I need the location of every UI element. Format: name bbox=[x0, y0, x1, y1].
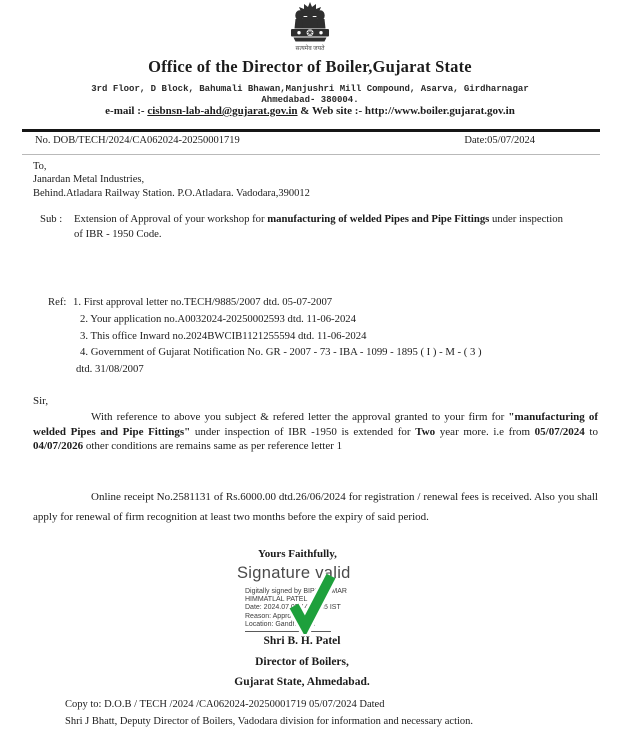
para1-seg: other conditions are remains same as per reference letter 1 bbox=[83, 440, 343, 453]
recipient-salutation: To, bbox=[33, 161, 47, 172]
body-paragraph-2: Online receipt No.2581131 of Rs.6000.00 dtd.26/06/2024 for registration / renewal fees is received. Also you shall apply for renewal of firm recognition at least two months before the expiry of said period. bbox=[33, 491, 598, 523]
closing-salutation: Yours Faithfully, bbox=[258, 548, 337, 560]
para1-seg-bold: "manufacturing of welded Pipes and Pipe Fittings" bbox=[33, 411, 598, 438]
signature-valid-check bbox=[286, 570, 336, 634]
subject-line2: of IBR - 1950 Code. bbox=[74, 227, 162, 240]
para1-seg: to bbox=[584, 425, 598, 438]
references-block bbox=[48, 294, 590, 378]
references-items bbox=[73, 294, 482, 378]
letter-date: Date:05/07/2024 bbox=[464, 135, 535, 146]
recipient-name: Janardan Metal Industries, bbox=[33, 174, 145, 186]
body-salutation: Sir, bbox=[33, 395, 49, 407]
digital-signature-line: HIMMATLAL PATEL bbox=[245, 596, 308, 604]
emblem-motto: सत्यमेव जयते bbox=[295, 46, 325, 52]
para1-seg-bold: Two bbox=[415, 425, 436, 438]
reference-row bbox=[35, 135, 535, 146]
office-address-line1: 3rd Floor, D Block, Bahumali Bhawan,Manjushri Mill Compound, Asarva, Girdharnagar bbox=[91, 84, 529, 94]
email-label: e-mail :- bbox=[105, 105, 148, 117]
signatory-designation: Director of Boilers, bbox=[255, 656, 349, 668]
digital-signature-line: Location: Gandhinagar bbox=[245, 620, 316, 628]
para1-seg-bold: 05/07/2024 bbox=[534, 425, 585, 438]
contact-line bbox=[0, 105, 620, 117]
para1-seg-bold: 04/07/2026 bbox=[33, 440, 84, 453]
para1-seg: under inspection of IBR -1950 is extended for bbox=[190, 425, 416, 438]
header-rule-thick bbox=[22, 129, 600, 132]
digital-signature-line: Date: 2024.07.05 14:54:55 IST bbox=[245, 604, 341, 612]
letter-number: No. DOB/TECH/2024/CA062024-20250001719 bbox=[35, 135, 240, 146]
signatory-organisation: Gujarat State, Ahmedabad. bbox=[234, 676, 370, 688]
reference-item: 4. Government of Gujarat Notification No. GR - 2007 - 73 - IBA - 1099 - 1895 ( I ) - M - ( 3 ) bbox=[80, 346, 482, 359]
header-rule-thin bbox=[22, 154, 600, 155]
digital-signature-line: Reason: Approval bbox=[245, 612, 301, 620]
subject-text-bold: manufacturing of welded Pipes and Pipe Fittings bbox=[267, 213, 490, 225]
ashoka-emblem-icon bbox=[278, 2, 342, 58]
subject-text bbox=[74, 212, 563, 241]
letterhead-emblem bbox=[0, 2, 620, 58]
digital-signature-line: Digitally signed by BIPINKUMAR bbox=[245, 588, 347, 595]
subject-text-before: Extension of Approval of your workshop for bbox=[74, 213, 268, 225]
subject-block bbox=[40, 212, 590, 241]
reference-item: 1. First approval letter no.TECH/9885/2007 dtd. 05-07-2007 bbox=[73, 296, 333, 308]
subject-text-after: under inspection bbox=[489, 213, 563, 225]
office-title: Office of the Director of Boiler,Gujarat State bbox=[148, 57, 472, 76]
references-label: Ref: bbox=[48, 296, 67, 308]
subject-label: Sub : bbox=[40, 213, 63, 225]
copy-to-line1: Copy to: D.O.B / TECH /2024 /CA062024-20250001719 05/07/2024 Dated bbox=[65, 699, 385, 710]
para1-seg: year more. i.e from bbox=[435, 425, 535, 438]
para1-seg: With reference to above you subject & refered letter the approval granted to your firm for bbox=[91, 411, 509, 423]
recipient-address: Behind.Atladara Railway Station. P.O.Atladara. Vadodara,390012 bbox=[33, 187, 310, 199]
website-label: & Web site :- bbox=[297, 105, 365, 117]
reference-item: 2. Your application no.A0032024-20250002593 dtd. 11-06-2024 bbox=[80, 312, 356, 325]
recipient-block bbox=[33, 160, 310, 200]
reference-item: 3. This office Inward no.2024BWCIB1121255594 dtd. 11-06-2024 bbox=[80, 329, 367, 342]
signature-valid-stamp-title: Signature valid bbox=[237, 564, 351, 582]
office-address-line2: Ahmedabad- 380004. bbox=[261, 95, 359, 105]
website-url: http://www.boiler.gujarat.gov.in bbox=[364, 105, 515, 117]
body-paragraph-1 bbox=[33, 410, 598, 454]
reference-item: dtd. 31/08/2007 bbox=[76, 363, 144, 376]
green-check-icon bbox=[286, 570, 336, 634]
email-link[interactable]: cisbnsn-lab-ahd@gujarat.gov.in bbox=[147, 105, 298, 117]
signatory-name: Shri B. H. Patel bbox=[263, 635, 341, 647]
copy-to-line2: Shri J Bhatt, Deputy Director of Boilers, Vadodara division for information and necessary action. bbox=[65, 716, 474, 727]
